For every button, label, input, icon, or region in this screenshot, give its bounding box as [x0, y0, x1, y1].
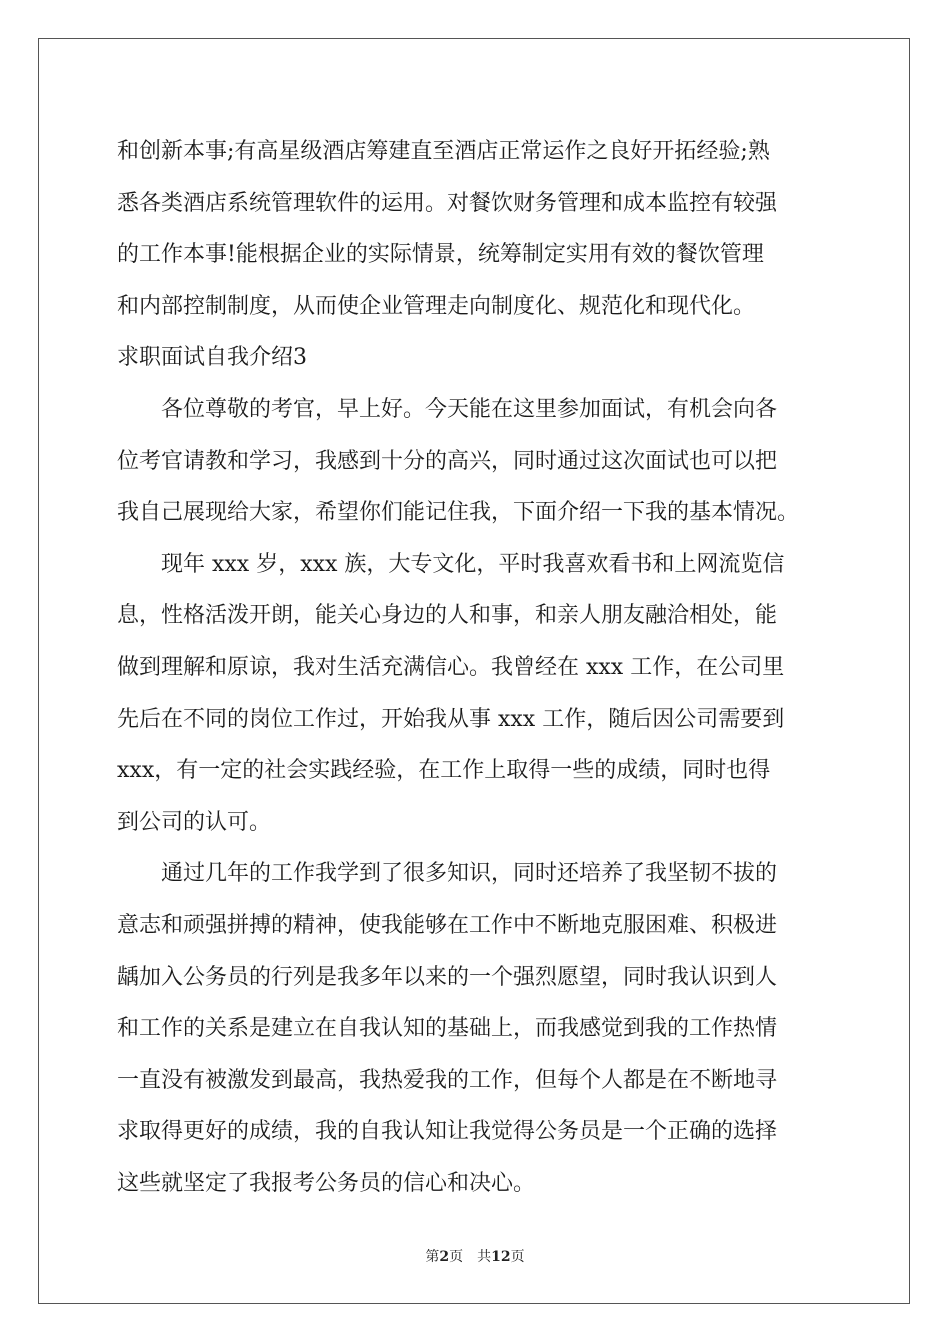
- text-line: 这些就坚定了我报考公务员的信心和决心。: [117, 1170, 536, 1196]
- text-line: 一直没有被激发到最高，我热爱我的工作，但每个人都是在不断地寻: [117, 1067, 778, 1093]
- page-number: 2: [439, 1249, 450, 1265]
- text-line: 做到理解和原谅，我对生活充满信心。我曾经在 xxx 工作，在公司里: [117, 654, 785, 680]
- text-line: 和创新本事;有高星级酒店筹建直至酒店正常运作之良好开拓经验;熟: [117, 139, 770, 164]
- total-pages: 12: [491, 1249, 511, 1265]
- page-footer: [0, 1247, 950, 1267]
- document-body: [117, 126, 835, 1209]
- text-line: 通过几年的工作我学到了很多知识，同时还培养了我坚韧不拔的: [117, 861, 778, 887]
- text-line: xxx，有一定的社会实践经验，在工作上取得一些的成绩，同时也得: [117, 758, 771, 784]
- total-prefix: 共: [477, 1249, 492, 1265]
- text-line: 位考官请教和学习，我感到十分的高兴，同时通过这次面试也可以把: [117, 448, 778, 474]
- total-suffix: 页: [510, 1249, 525, 1265]
- text-line: 各位尊敬的考官，早上好。今天能在这里参加面试，有机会向各: [117, 396, 778, 422]
- section-heading: 求职面试自我介绍3: [117, 345, 307, 371]
- text-line: 和内部控制制度，从而使企业管理走向制度化、规范化和现代化。: [117, 293, 756, 319]
- text-line: 现年 xxx 岁，xxx 族，大专文化，平时我喜欢看书和上网流览信: [117, 551, 785, 577]
- text-line: 求取得更好的成绩，我的自我认知让我觉得公务员是一个正确的选择: [117, 1119, 778, 1145]
- text-line: 龋加入公务员的行列是我多年以来的一个强烈愿望，同时我认识到人: [117, 964, 778, 990]
- text-line: 和工作的关系是建立在自我认知的基础上，而我感觉到我的工作热情: [117, 1016, 778, 1042]
- text-line: 的工作本事!能根据企业的实际情景，统筹制定实用有效的餐饮管理: [117, 242, 764, 268]
- page-suffix: 页: [449, 1249, 464, 1265]
- text-line: 到公司的认可。: [117, 809, 272, 835]
- text-line: 我自己展现给大家，希望你们能记住我，下面介绍一下我的基本情况。: [117, 500, 800, 526]
- text-line: 悉各类酒店系统管理软件的运用。对餐饮财务管理和成本监控有较强: [117, 190, 778, 216]
- text-line: 息，性格活泼开朗，能关心身边的人和事，和亲人朋友融洽相处，能: [117, 603, 778, 629]
- text-line: 意志和顽强拼搏的精神，使我能够在工作中不断地克服困难、积极进: [117, 912, 778, 938]
- text-line: 先后在不同的岗位工作过，开始我从事 xxx 工作，随后因公司需要到: [117, 706, 785, 732]
- page-prefix: 第: [425, 1249, 440, 1265]
